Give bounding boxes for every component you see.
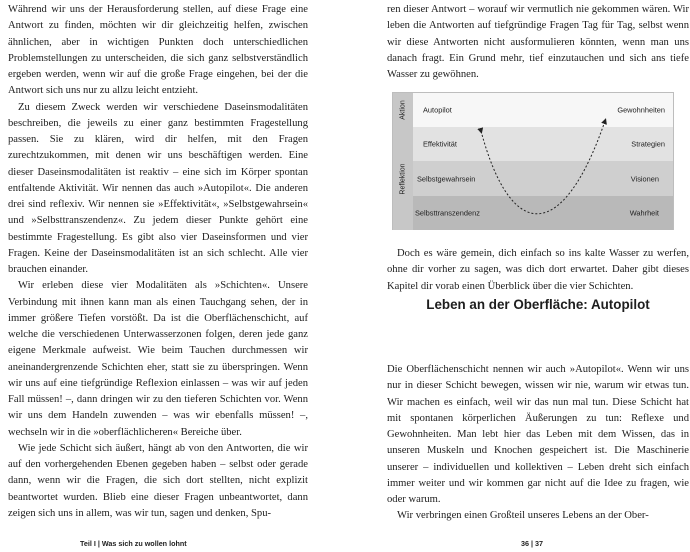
right-paragraph-2: Wir verbringen einen Großteil unseres Lebens an der Ober- [397,510,649,522]
right-paragraph-1: Die Oberflächenschicht nennen wir auch »Autopilot«. Wenn wir uns nur in dieser Schicht bewegen, wissen wir nie, warum wir etwas tun. Wir machen es einfach, weil wir das nun mal tun. Diese Schicht hat mit spontanen körperlichen Äußerungen zu tun: Reflexe und Gewohnheiten. Man lebt hier das Leben mit dem Wissen, das in unseren Muskeln und Knochen gespeichert ist. Die Maschinerie unserer – individuellen und kollektiven – Leben dreht sich einfach immer weiter und wir kommen gar nicht auf die Idee zu fragen, wie oder warum. [387,364,689,505]
layer-label-right: Strategien [631,139,665,149]
left-paragraph-4: Wie jede Schicht sich äußert, hängt ab von den Antworten, die wir auf den vorhergehenden Ebenen gegeben haben – selbst oder gerade dann, wenn wir die Fragen, die sich dort stellten, nicht explizit beantwortet wurden. Blieb eine dieser Fragen unbeantwortet, dann zeigen sich uns in allem, was wir tun, sagen und denken, Spu- [8,442,308,519]
layers-diagram [392,92,674,230]
section-heading: Leben an der Oberfläche: Autopilot [426,297,650,312]
right-mid-column [387,246,689,295]
left-text-column [8,2,308,522]
layer-label-right: Wahrheit [629,208,659,218]
left-paragraph-2: Zu diesem Zweck werden wir verschiedene Daseinsmodalitäten beschreiben, die jeweils zu einer ganz bestimmten Fragestellung passen. Sie zu klären, wird dir helfen, mit den Fragen zurechtzukommen, mit denen wir uns beschäftigen werden. Eine dieser Daseinsmodalitäten ist reaktiv – eine sich im Körper spontan entfaltende Aktivität. Wir nennen das auch »Autopilot«. Die anderen drei sind reflexiv. Wir nennen sie »Effektivität«, »Selbstgewahrsein« und »Selbsttranszendenz«. Zu jedem dieser Punkte gehört eine bestimmte Fragestellung. Es gibt also vier Daseinsformen und vier Fragen. Keine der Daseinsmodalitäten ist an sich schlecht. Alle vier brauchen einander. [8,101,308,275]
left-paragraph-1: Während wir uns der Herausforderung stellen, auf diese Frage eine Antwort zu finden, möchten wir dir gleichzeitig helfen, zwischen ähnlichen, aber in wichtigen Punkten doch unterschiedlichen Problemstellungen zu unterscheiden, die sich ganz selbstverständlich ergeben werden, wenn wir auf die große Frage eingehen, bei der die Antwort sich uns nur zu allzu leicht entzieht. [8,4,308,97]
right-bottom-column [387,362,689,525]
side-label-action: Aktion [393,93,413,127]
right-top-paragraph: ren dieser Antwort – worauf wir vermutlich nie gekommen wären. Wir leben die Antworten auf tiefgründige Fragen Tag für Tag, selbst wenn wir diese Antworten nicht ausformulieren könnten, wenn man uns danach fragt. Ein Grund mehr, tief einzutauchen und sich ans tiefe Wasser zu gewöhnen. [387,4,689,80]
right-mid-paragraph: Doch es wäre gemein, dich einfach so ins kalte Wasser zu werfen, ohne dir vorher zu sagen, was dich dort erwartet. Daher gibt dieses Kapitel dir vorab einen Überblick über die vier Schichten. [387,248,689,292]
layer-label-left: Selbstgewahrsein [417,174,476,183]
layer-label-right: Visionen [630,174,659,183]
layer-label-left: Selbsttranszendenz [415,208,480,218]
left-footer: Teil I | Was sich zu wollen lohnt [80,539,187,548]
dive-curve [393,93,675,231]
left-paragraph-3: Wir erleben diese vier Modalitäten als »Schichten«. Unsere Verbindung mit ihnen kann man als einen Tauchgang sehen, der in immer größere Tiefen vorstößt. Da ist die Oberflächenschicht, auf welche die verschiedenen Unterwasserzonen folgen, deren jede ganz eigene Merkmale aufweist. Wie beim Tauchen durchmessen wir aneinandergrenzende Schichten eher, statt sie zu überspringen. Wenn wir uns auf eine tiefgründige Reflexion einlassen – was wir auf jeden Fall müssen! –, dann dringen wir zu den tieferen Schichten vor. Wenn wir uns dem Handeln zuwenden – was wir ebenfalls müssen! –, wechseln wir in die »oberflächlicheren« Bereiche über. [8,280,308,438]
layer-label-left: Autopilot [423,105,452,115]
layer-label-right: Gewohnheiten [617,105,665,115]
right-footer: 36 | 37 [521,539,543,548]
right-top-column [387,2,689,83]
layer-label-left: Effektivität [423,139,457,149]
side-label-reflection: Reflektion [393,127,413,230]
